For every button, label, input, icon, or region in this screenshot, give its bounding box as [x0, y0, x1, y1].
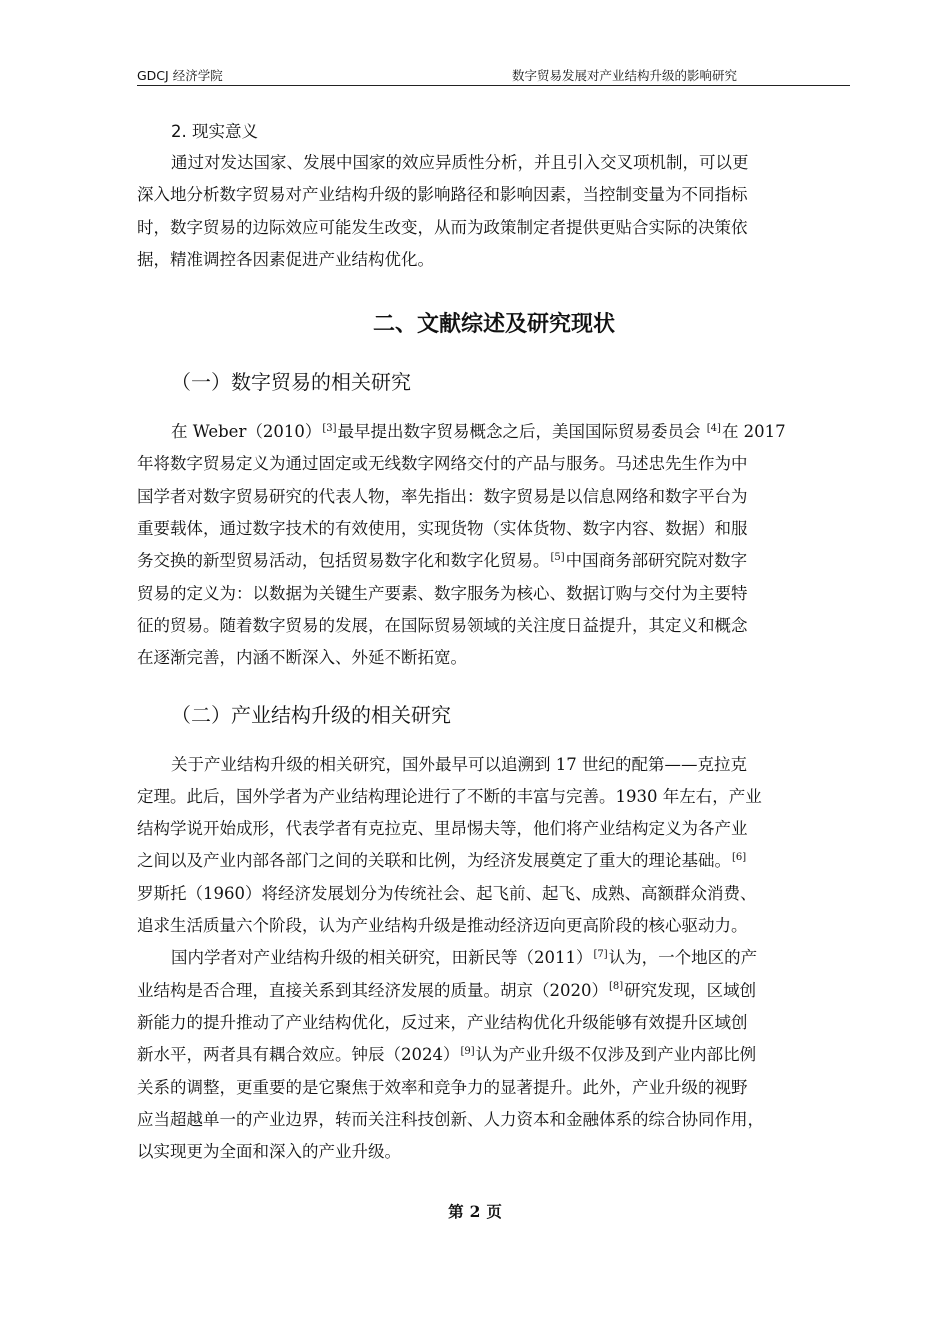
- citation-5: [5]: [550, 551, 565, 563]
- paragraph-digital-trade: 在 Weber（2010）[3]最早提出数字贸易概念之后，美国国际贸易委员会 [4]在 2017 年将数字贸易定义为通过固定或无线数字网络交付的产品与服务。马述忠先生作为中 国学者对数字贸易研究的代表人物，率先指出：数字贸易是以信息网络和数字平台为 重要载体，通过数字技术的有效使用，实现货物（实体货物、数字内容、数据）和服 务交换的新型贸易活动，包括贸易数字化和数字化贸易。[5]中国商务部研究院对数字 贸易的定义为：以数据为关键生产要素、数字服务为核心、数据订购与交付为主要特 征的贸易。随着数字贸易的发展，在国际贸易领域的关注度日益提升，其定义和概念 在逐渐完善，内涵不断深入、外延不断拓宽。: [137, 422, 786, 668]
- citation-7: [7]: [593, 948, 608, 960]
- citation-8: [8]: [609, 981, 624, 993]
- page-footer: [0, 1200, 950, 1222]
- header-right-text: 数字贸易发展对产业结构升级的影响研究: [512, 68, 738, 83]
- citation-4: [4]: [706, 422, 721, 434]
- section-title-industrial-structure: （二）产业结构升级的相关研究: [171, 702, 451, 727]
- header-left-text: GDCJ 经济学院: [137, 68, 223, 83]
- citation-3: [3]: [322, 422, 337, 434]
- citation-6: [6]: [732, 851, 747, 863]
- subsection-heading-reality: 2. 现实意义: [171, 122, 258, 141]
- paragraph-foreign-research: 关于产业结构升级的相关研究，国外最早可以追溯到 17 世纪的配第——克拉克 定理。此后，国外学者为产业结构理论进行了不断的丰富与完善。1930 年左右，产业 结构学说开始成形，代表学者有克拉克、里昂惕夫等，他们将产业结构定义为各产业 之间以及产业内部各部门之间的关联和比例，为经济发展奠定了重大的理论基础。[6] 罗斯托（1960）将经济发展划分为传统社会、起飞前、起飞、成熟、高额群众消费、 追求生活质量六个阶段，认为产业结构升级是推动经济迈向更高阶段的核心驱动力。: [137, 754, 762, 936]
- section-title-digital-trade: （一）数字贸易的相关研究: [171, 370, 411, 395]
- footer-suffix: 页: [486, 1202, 502, 1221]
- footer-prefix: 第: [448, 1202, 464, 1221]
- page-number: 2: [469, 1202, 481, 1221]
- chapter-title: 二、文献综述及研究现状: [372, 312, 615, 338]
- paragraph-domestic-research: 国内学者对产业结构升级的相关研究，田新民等（2011）[7]认为，一个地区的产 业结构是否合理，直接关系到其经济发展的质量。胡京（2020）[8]研究发现，区域创 新能力的提升推动了产业结构优化，反过来，产业结构优化升级能够有效提升区域创 新水平，两者具有耦合效应。钟辰（2024）[9]认为产业升级不仅涉及到产业内部比例 关系的调整，更重要的是它聚焦于效率和竞争力的显著提升。此外，产业升级的视野 应当超越单一的产业边界，转而关注科技创新、人力资本和金融体系的综合协同作用， 以实现更为全面和深入的产业升级。: [137, 948, 764, 1162]
- citation-9: [9]: [460, 1045, 475, 1057]
- page-header: [137, 67, 850, 86]
- paragraph-reality: 通过对发达国家、发展中国家的效应异质性分析，并且引入交叉项机制，可以更 深入地分析数字贸易对产业结构升级的影响路径和影响因素，当控制变量为不同指标 时，数字贸易的边际效应可能发生改变，从而为政策制定者提供更贴合实际的决策依 据，精准调控各因素促进产业结构优化。: [137, 153, 749, 269]
- page-content: [137, 117, 851, 1168]
